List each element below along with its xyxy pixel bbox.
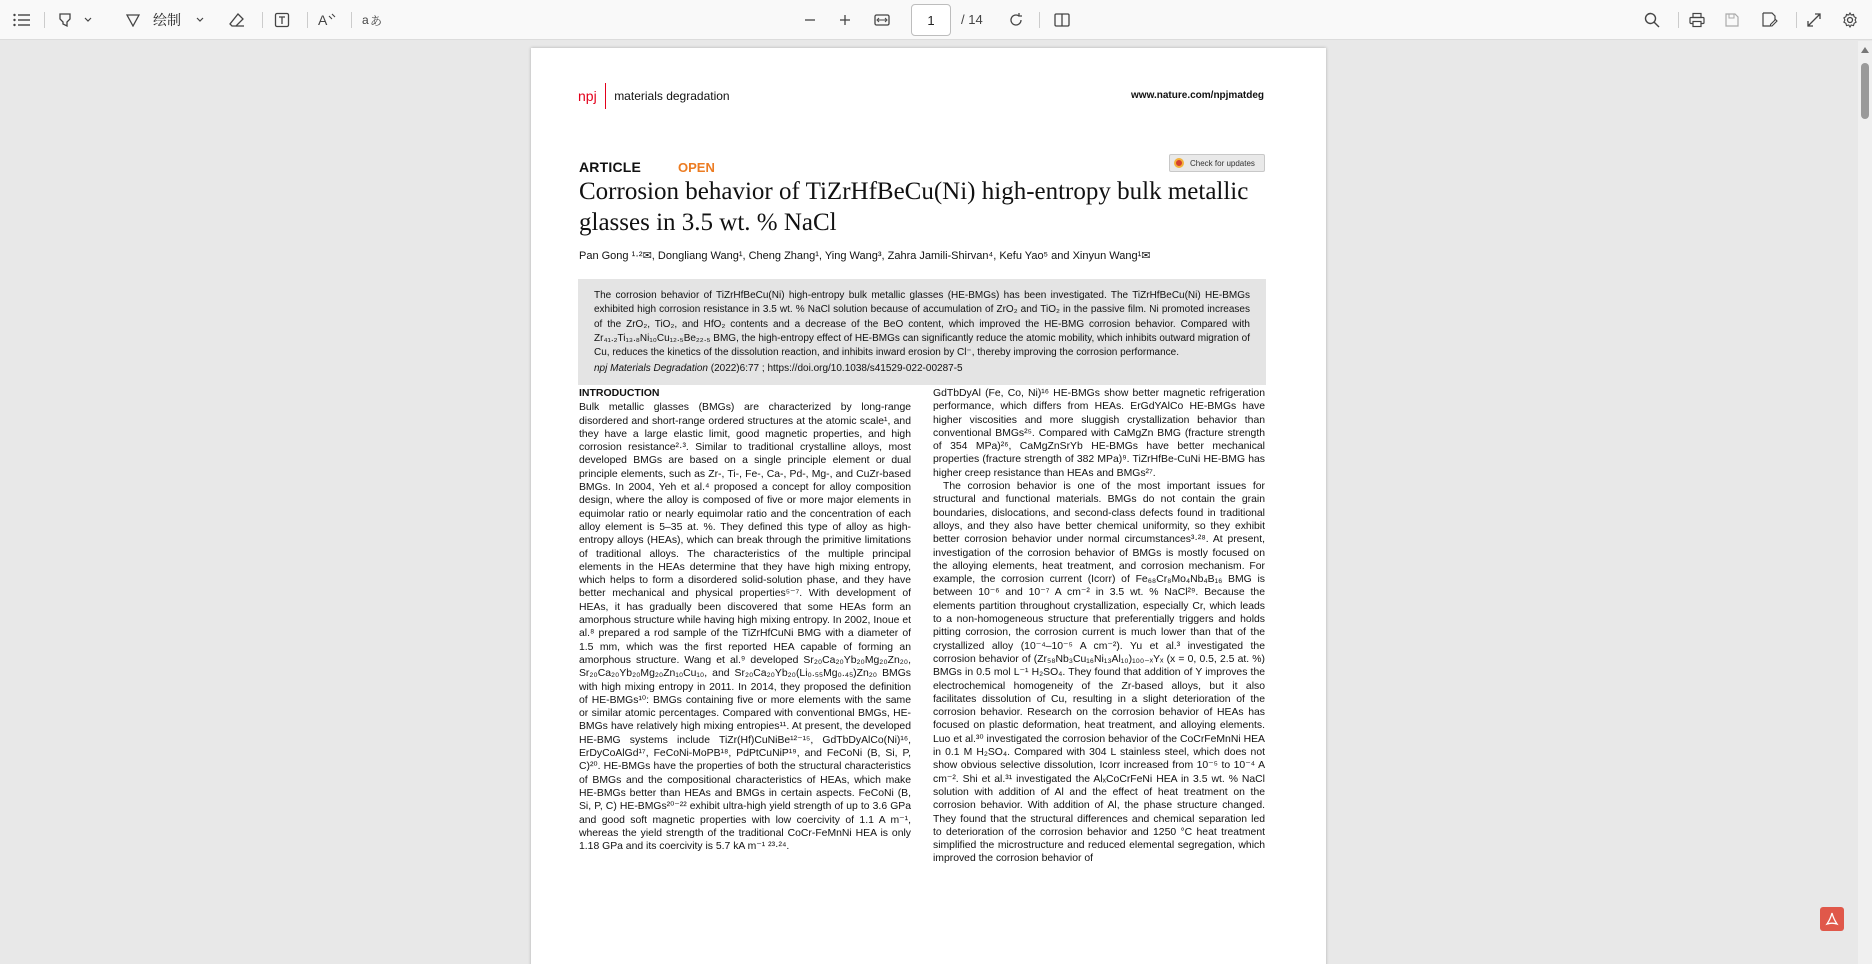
paragraph: Bulk metallic glasses (BMGs) are characterized by long-range disordered and short-range ordered structures at the atomic scale¹, and they have a large elastic limit, good magnetic properties, and high corrosion resistance²·³. Similar to traditional crystalline alloys, most developed BMGs are based on a single principle element or dual principle elements, such as Zr-, Ti-, Fe-, Ca-, Pd-, Mg-, and CuZr-based BMGs. In 2004, Yeh et al.⁴ proposed a concept for alloy composition design, where the alloy is composed of five or more major elements in equimolar ratio or nearly equimolar ratio and the concentration of each alloy element is 5–35 at. %. They defined this type of alloy as high-entropy alloys (HEAs), which can break through the primitive limitations of traditional alloys. The characteristics of the multiple principal elements in the HEAs determine that they have high mixing entropy, which helps to form a disordered solid-solution phase, and they have better mechanical and physical properties⁵⁻⁷. With development of HEAs, it has gradually been discovered that some HEAs form an amorphous structure while having high mixing entropy. In 2002, Inoue et al.⁸ prepared a rod sample of the TiZrHfCuNi BMG with a diameter of 1.5 mm, which was the first reported HEA capable of forming an amorphous structure. Wang et al.⁹ developed Sr₂₀Ca₂₀Yb₂₀Mg₂₀Zn₂₀, Sr₂₀Ca₂₀Yb₂₀Mg₂₀Zn₁₀Cu₁₀, and Sr₂₀Ca₂₀Yb₂₀(Li₀.₅₅Mg₀.₄₅)Zn₂₀ BMGs with high mixing entropy in 2011. In 2014, they proposed the definition of HE-BMGs¹⁰: BMGs containing five or more elements with the same or similar atomic percentages. Compared with conventional BMGs, HE-BMGs have relatively high mixing entropies¹¹. At present, the developed HE-BMG systems include TiZr(Hf)CuNiBe¹²⁻¹⁵, GdTbDyAlCo(Ni)¹⁶, ErDyCoAlGd¹⁷, FeCoNi-MoPB¹⁸, PdPtCuNiP¹⁹, and FeCoNi (B, Si, P, C)²⁰. HE-BMGs have the properties of both the structural characteristics of BMGs and the compositional characteristics of HEAs, which make HE-BMGs better than HEAs and BMGs in certain aspects. FeCoNi (B, Si, P, C) HE-BMGs²⁰⁻²² exhibit ultra-high yield strength of up to 3.6 GPa and good soft magnetic properties with low coercivity of 1.1 A m⁻¹, whereas the yield strength of the traditional CoCr-FeMnNi HEA is only 1.18 GPa and its coercivity is 5.7 kA m⁻¹ ²³·²⁴. <box>579 402 911 853</box>
check-for-updates-button[interactable] <box>1169 154 1265 172</box>
draw-icon[interactable] <box>124 8 142 32</box>
column-right <box>933 387 1265 866</box>
search-icon[interactable] <box>1641 8 1663 32</box>
translate-icon[interactable] <box>361 8 383 32</box>
citation-journal: npj Materials Degradation <box>594 363 708 375</box>
pdf-page <box>531 48 1326 964</box>
brand-journal: materials degradation <box>614 89 730 103</box>
two-page-icon[interactable] <box>1051 8 1073 32</box>
fit-page-icon[interactable] <box>871 8 893 32</box>
divider <box>1678 12 1679 28</box>
article-title: Corrosion behavior of TiZrHfBeCu(Ni) high-entropy bulk metallic glasses in 3.5 wt. % NaCl <box>579 178 1249 236</box>
abstract <box>578 279 1266 385</box>
divider <box>1796 12 1797 28</box>
zoom-out-icon[interactable] <box>799 8 821 32</box>
save-as-icon[interactable] <box>1759 8 1781 32</box>
highlighter-icon[interactable] <box>54 8 76 32</box>
pdf-icon[interactable] <box>1820 907 1844 931</box>
brand-npj: npj <box>578 88 597 104</box>
divider <box>1039 12 1040 28</box>
paragraph: The corrosion behavior is one of the most important issues for structural and functional materials. BMGs do not contain the grain boundaries, dislocations, and second-class defects found in traditional alloys, and they also have better chemical uniformity, so they exhibit better corrosion behavior under normal circumstances³·²⁸. At present, investigation of the corrosion behavior of BMGs is mostly focused on the alloying elements, heat treatment, and corrosion mechanism. For example, the corrosion current (Icorr) of Fe₆₈Cr₈Mo₄Nb₄B₁₆ BMG is between 10⁻⁶ and 10⁻⁷ A cm⁻² in 3.5 wt. % NaCl²⁹. Because the elements partition throughout crystallization, especially Cr, which leads to a non-homogeneous structure that preferentially triggers and holds pitting corrosion, the corrosion current is much lower than that of the crystallized alloy (10⁻⁴–10⁻⁵ A cm⁻²). Yu et al.³ investigated the corrosion behavior of (Zr₅₈Nb₃Cu₁₆Ni₁₃Al₁₀)₁₀₀₋ₓYₓ (x = 0, 0.5, 2.5 at. %) BMGs in 0.5 mol L⁻¹ H₂SO₄. They found that addition of Y improves the electrochemical homogeneity of the Zr-based alloys, but it also facilitates dissolution of Cu, resulting in a slight deterioration of the corrosion behavior. Research on the corrosion behavior of HEAs has focused on plastic deformation, heat treatment, and alloying elements. Luo et al.³⁰ investigated the corrosion behavior of the CoCrFeMnNi HEA in 0.1 M H₂SO₄. Compared with 304 L stainless steel, which does not show obvious selective dissolution, Icorr increased from 10⁻⁵ to 10⁻⁴ A cm⁻². Shi et al.³¹ investigated the AlₓCoCrFeNi HEA in 3.5 wt. % NaCl solution with addition of Al and the effect of heat treatment on the corrosion behavior. With addition of Al, the phase structure changed. They found that the structural differences and chemical separation led to deterioration of the corrosion behavior and 1250 °C heat treatment simplified the microstructure and reduced elemental segregation, which improved the corrosion behavior of <box>933 481 1265 865</box>
divider <box>307 12 308 28</box>
divider <box>351 12 352 28</box>
article-type: ARTICLE <box>579 159 642 175</box>
paragraph: GdTbDyAl (Fe, Co, Ni)¹⁶ HE-BMGs show better magnetic refrigeration performance, which differs from HEAs. ErGdYAlCo HE-BMGs have higher viscosities and more sluggish crystallization behavior than conventional BMGs²⁵. Compared with CaMgZn BMG (fracture strength of 354 MPa)²⁶, CaMgZnSrYb HE-BMGs have better mechanical properties (fracture strength of 382 MPa)⁹. TiZrHfBe-CuNi HE-BMG has higher creep resistance than HEAs and BMGs²⁷. <box>933 388 1265 479</box>
toolbar <box>0 0 1872 40</box>
svg-text:あ: あ <box>370 14 382 28</box>
read-aloud-icon[interactable] <box>316 8 338 32</box>
fullscreen-icon[interactable] <box>1803 8 1825 32</box>
divider <box>262 12 263 28</box>
open-access-label: OPEN <box>678 160 715 175</box>
print-icon[interactable] <box>1686 8 1708 32</box>
chevron-down-icon[interactable] <box>194 8 206 32</box>
list-icon[interactable] <box>10 8 34 32</box>
text-box-icon[interactable] <box>271 8 293 32</box>
column-left <box>579 387 911 853</box>
crossmark-icon <box>1174 158 1184 168</box>
citation-ref[interactable]: (2022)6:77 ; https://doi.org/10.1038/s41529-022-00287-5 <box>710 363 963 375</box>
svg-text:a: a <box>362 13 369 27</box>
eraser-icon[interactable] <box>226 8 248 32</box>
check-for-updates-label: Check for updates <box>1190 158 1255 168</box>
author-list: Pan Gong ¹·²✉, Dongliang Wang¹, Cheng Zhang¹, Ying Wang³, Zahra Jamili-Shirvan⁴, Kefu Yao⁵ and Xinyun Wang¹✉ <box>579 250 1151 262</box>
scroll-up-arrow-icon[interactable] <box>1861 47 1869 53</box>
abstract-text: The corrosion behavior of TiZrHfBeCu(Ni) high-entropy bulk metallic glasses (HE-BMGs) has been investigated. The TiZrHfBeCu(Ni) HE-BMGs exhibited high corrosion resistance in 3.5 wt. % NaCl solution because of accumulation of ZrO₂ and TiO₂ in the passive film. Ni promoted increases of the ZrO₂, TiO₂, and HfO₂ contents and a decrease of the BeO content, which improved the HE-BMG corrosion behavior. Compared with Zr₄₁.₂Ti₁₃.₈Ni₁₀Cu₁₂.₅Be₂₂.₅ BMG, the high-entropy effect of HE-BMGs can significantly reduce the atomic mobility, which inhibits outward migration of Cu, reduces the kinetics of the dissolution reaction, and inhibits inward erosion by Cl⁻, thereby improving the corrosion performance. <box>594 290 1250 359</box>
document-viewport[interactable] <box>0 41 1858 964</box>
journal-url[interactable]: www.nature.com/npjmatdeg <box>1131 90 1264 101</box>
section-heading: INTRODUCTION <box>579 387 660 399</box>
zoom-in-icon[interactable] <box>834 8 856 32</box>
chevron-down-icon[interactable] <box>82 8 94 32</box>
rotate-icon[interactable] <box>1005 8 1027 32</box>
vertical-scrollbar[interactable] <box>1858 41 1872 964</box>
page-total: / 14 <box>961 12 983 27</box>
scroll-thumb[interactable] <box>1861 63 1869 119</box>
settings-icon[interactable] <box>1839 8 1861 32</box>
page-number-input[interactable] <box>911 4 951 36</box>
brand-divider <box>605 83 607 109</box>
svg-text:A: A <box>318 12 328 28</box>
citation <box>594 362 1250 376</box>
divider <box>44 12 45 28</box>
journal-brand <box>578 83 730 109</box>
draw-label[interactable]: 绘制 <box>153 12 181 28</box>
save-icon[interactable] <box>1721 8 1743 32</box>
